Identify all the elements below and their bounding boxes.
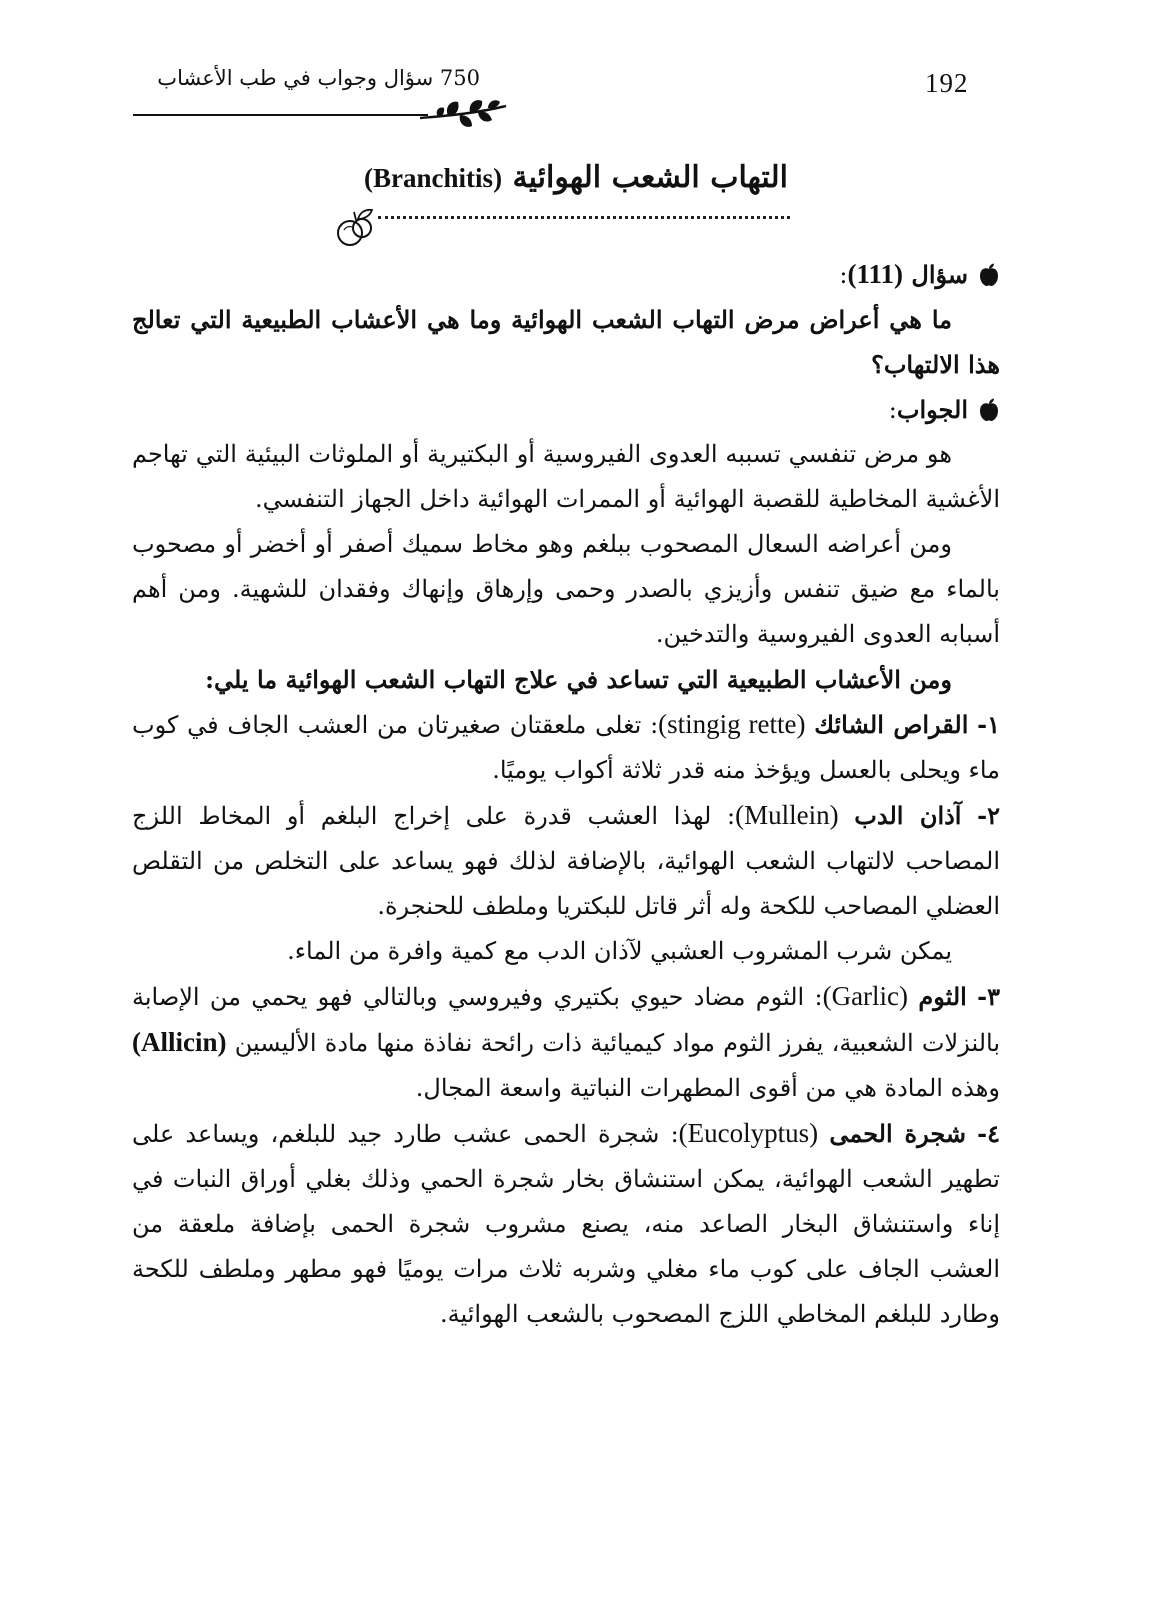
answer-label: الجواب [896, 395, 968, 424]
herb-latin: (stingig rette) [658, 709, 806, 739]
herb-description: : لهذا العشب قدرة على إخراج البلغم أو المخاط اللزج المصاحب لالتهاب الشعب الهوائية، بالإضافة لذلك فهو يساعد على التخلص من التقلص العضلي المصاحب للكحة وله أثر قاتل للبكتريا وملطف للحنجرة. [132, 802, 1000, 920]
apple-icon [978, 263, 1000, 287]
heading-latin: (Branchitis) [364, 163, 503, 193]
herb-description: : تغلى ملعقتان صغيرتان من العشب الجاف في كوب ماء ويحلى بالعسل ويؤخذ منه قدر ثلاثة أكواب يوميًا. [132, 711, 1000, 784]
page-number: 192 [925, 68, 969, 98]
fruit-icon [332, 206, 378, 248]
herbs-intro: ومن الأعشاب الطبيعية التي تساعد في علاج التهاب الشعب الهوائية ما يلي: [205, 665, 952, 694]
herb-item-mullein [132, 793, 1000, 929]
herb-latin: (Eucolyptus) [678, 1118, 819, 1148]
herb-number: ٤- [977, 1119, 1000, 1148]
mullein-note: يمكن شرب المشروب العشبي لآذان الدب مع كمية وافرة من الماء. [287, 937, 952, 965]
answer-paragraph-2: ومن أعراضه السعال المصحوب ببلغم وهو مخاط سميك أصفر أو أخضر أو مصحوب بالماء مع ضيق تنفس وأزيزي بالصدر وحمى وإرهاق وإنهاك وفقدان للشهية. ومن أهم أسبابه العدوى الفيروسية والتدخين. [132, 530, 1000, 648]
answer-colon: : [888, 396, 897, 424]
herb-latin: (Mullein) [735, 800, 839, 830]
herb-name: القراص الشائك [814, 710, 969, 739]
chapter-heading [200, 160, 952, 195]
herb-item-eucalyptus [132, 1111, 1000, 1337]
herb-item-nettle [132, 702, 1000, 793]
herb-description: : شجرة الحمى عشب طارد جيد للبلغم، ويساعد على تطهير الشعب الهوائية، يمكن استنشاق بخار شجرة الحمي وذلك بغلي أوراق النبات في إناء واستنشاق البخار الصاعد منه، يصنع مشروب شجرة الحمى بإضافة ملعقة من العشب الجاف على كوب ماء مغلي وشربه ثلاث مرات يوميًا فهو مطهر وملطف للكحة وطارد للبلغم المخاطي اللزج المصحوب بالشعب الهوائية. [132, 1120, 1000, 1328]
herb-description: : الثوم مضاد حيوي بكتيري وفيروسي وبالتالي فهو يحمي من الإصابة بالنزلات الشعبية، يفرز الثوم مواد كيميائية ذات رائحة نفاذة منها مادة الأليسين [132, 983, 1000, 1057]
herb-latin: (Garlic) [822, 981, 909, 1011]
question-text: ما هي أعراض مرض التهاب الشعب الهوائية وما هي الأعشاب الطبيعية التي تعالج هذا الالتهاب؟ [132, 305, 1000, 379]
question-label: سؤال [911, 260, 968, 289]
herb-name: آذان الدب [854, 801, 962, 830]
question-label-line [132, 252, 1000, 297]
dotted-rule [378, 216, 790, 219]
answer-label-line [132, 387, 1000, 432]
question-colon: : [839, 261, 848, 289]
heading-arabic: التهاب الشعب الهوائية [512, 160, 788, 195]
herb-number: ٣- [977, 982, 1000, 1011]
apple-icon [978, 398, 1000, 422]
herb-number: ١- [977, 710, 1000, 739]
allicin-term: (Allicin) [132, 1027, 227, 1057]
leaf-branch-icon [418, 98, 508, 130]
question-number: (111) [847, 259, 904, 289]
answer-paragraph-1: هو مرض تنفسي تسببه العدوى الفيروسية أو البكتيرية أو الملوثات البيئية التي تهاجم الأغشية المخاطية للقصبة الهوائية أو الممرات الهوائية داخل الجهاز التنفسي. [132, 440, 1000, 513]
herb-item-garlic [132, 974, 1000, 1111]
running-title: 750 سؤال وجواب في طب الأعشاب [157, 66, 480, 90]
text-column [132, 252, 1000, 1337]
herb-name: الثوم [918, 982, 967, 1011]
herb-name: شجرة الحمى [829, 1119, 966, 1148]
herb-description-continued: وهذه المادة هي من أقوى المطهرات النباتية واسعة المجال. [415, 1074, 1000, 1102]
herb-number: ٢- [977, 801, 1001, 830]
header-rule [133, 114, 428, 116]
